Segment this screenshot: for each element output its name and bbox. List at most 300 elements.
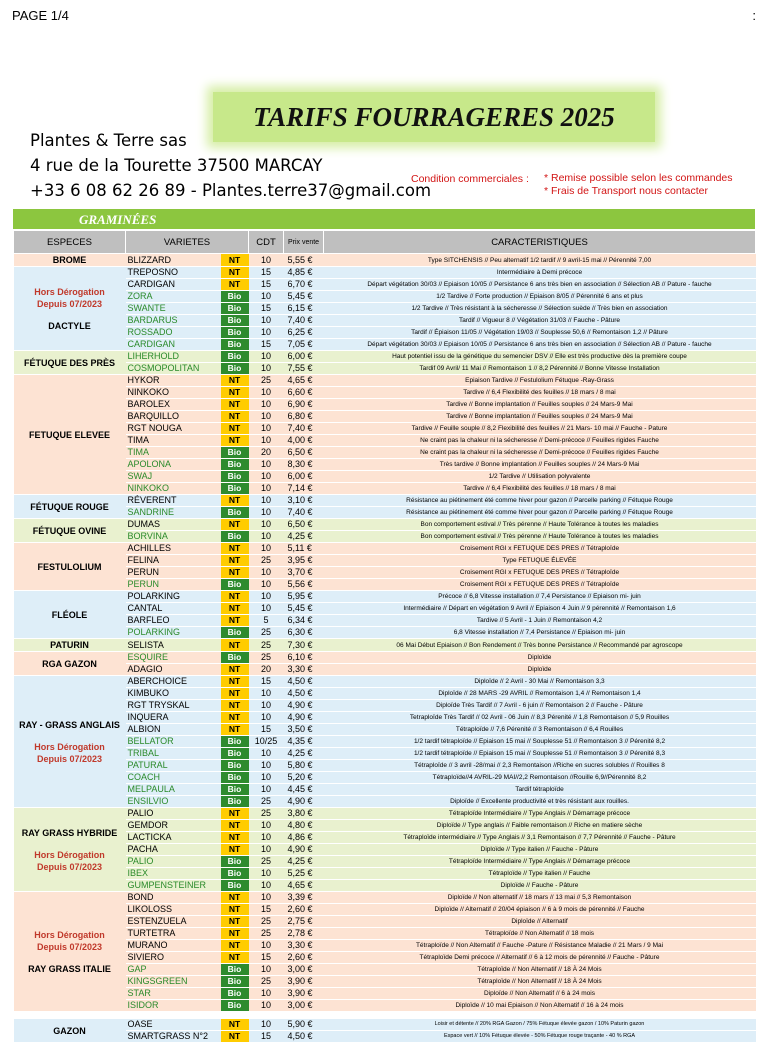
variety-name: IBEX bbox=[126, 868, 221, 880]
nt-badge: NT bbox=[221, 676, 249, 688]
characteristics-cell: Haut potentiel issu de la génétique du semencier DSV // Elle est très productive dès la première coupe bbox=[324, 351, 756, 363]
table-row bbox=[14, 363, 756, 375]
nt-badge: NT bbox=[221, 664, 249, 676]
characteristics-cell: Ne craint pas la chaleur ni la sécheresse // Demi-précoce // Feuilles rigides Fauche bbox=[324, 447, 756, 459]
price-cell: 3,95 € bbox=[284, 555, 324, 567]
characteristics-cell: Départ végétation 30/03 // Epiaison 10/05 // Persistance 6 ans très bien en association // Sélection AB // Pature - fauche bbox=[324, 339, 756, 351]
price-cell: 4,85 € bbox=[284, 267, 324, 279]
conditioning-cell: 10 bbox=[249, 591, 284, 603]
conditioning-cell: 10 bbox=[249, 567, 284, 579]
species-cell bbox=[14, 676, 126, 808]
table-row bbox=[14, 940, 756, 952]
variety-name: BARFLEO bbox=[126, 615, 221, 627]
price-cell: 4,25 € bbox=[284, 748, 324, 760]
conditioning-cell: 25 bbox=[249, 652, 284, 664]
price-cell: 4,35 € bbox=[284, 736, 324, 748]
species-name: DACTYLE bbox=[48, 320, 91, 331]
table-row bbox=[14, 724, 756, 736]
table-row bbox=[14, 519, 756, 531]
price-cell: 3,70 € bbox=[284, 567, 324, 579]
conditioning-cell: 10 bbox=[249, 435, 284, 447]
conditioning-cell: 10 bbox=[249, 844, 284, 856]
table-row bbox=[14, 688, 756, 700]
table-row bbox=[14, 892, 756, 904]
table-row bbox=[14, 567, 756, 579]
price-cell: 7,55 € bbox=[284, 363, 324, 375]
conditioning-cell: 25 bbox=[249, 976, 284, 988]
conditioning-cell: 10 bbox=[249, 363, 284, 375]
variety-name: BOND bbox=[126, 892, 221, 904]
characteristics-cell: Bon comportement estival // Très pérenne // Haute Tolérance à toutes les maladies bbox=[324, 531, 756, 543]
bio-badge: Bio bbox=[221, 748, 249, 760]
bio-badge: Bio bbox=[221, 291, 249, 303]
variety-name: NINKOKO bbox=[126, 387, 221, 399]
price-cell: 2,75 € bbox=[284, 916, 324, 928]
price-cell: 4,90 € bbox=[284, 712, 324, 724]
conditioning-cell: 10 bbox=[249, 603, 284, 615]
variety-name: OASE bbox=[126, 1019, 221, 1031]
conditioning-cell: 10/25 bbox=[249, 736, 284, 748]
conditioning-cell: 10 bbox=[249, 495, 284, 507]
table-row bbox=[14, 555, 756, 567]
nt-badge: NT bbox=[221, 495, 249, 507]
nt-badge: NT bbox=[221, 543, 249, 555]
variety-name: COSMOPOLITAN bbox=[126, 363, 221, 375]
conditioning-cell: 10 bbox=[249, 483, 284, 495]
derogation-note: Hors Dérogation bbox=[34, 741, 105, 752]
table-row bbox=[14, 483, 756, 495]
characteristics-cell: Tétraploïde // Non Alternatif // 18 À 24 Mois bbox=[324, 964, 756, 976]
conditioning-cell: 10 bbox=[249, 964, 284, 976]
bio-badge: Bio bbox=[221, 447, 249, 459]
derogation-note: Hors Dérogation bbox=[34, 849, 105, 860]
species-name bbox=[16, 731, 124, 741]
table-row bbox=[14, 856, 756, 868]
table-row bbox=[14, 351, 756, 363]
characteristics-cell: Croisement RGI x FETUQUE DES PRES // Tétraploïde bbox=[324, 567, 756, 579]
table-row bbox=[14, 471, 756, 483]
nt-badge: NT bbox=[221, 591, 249, 603]
bio-badge: Bio bbox=[221, 531, 249, 543]
conditioning-cell: 10 bbox=[249, 315, 284, 327]
table-row bbox=[14, 736, 756, 748]
conditioning-cell: 10 bbox=[249, 423, 284, 435]
variety-name: STAR bbox=[126, 988, 221, 1000]
table-row bbox=[14, 339, 756, 351]
variety-name: POLARKING bbox=[126, 627, 221, 639]
species-cell bbox=[14, 591, 126, 639]
nt-badge: NT bbox=[221, 555, 249, 567]
table-row bbox=[14, 303, 756, 315]
variety-name: CARDIGAN bbox=[126, 339, 221, 351]
conditioning-cell: 20 bbox=[249, 664, 284, 676]
characteristics-cell: Diploïde // 28 MARS -29 AVRIL // Remontaison 1,4 // Remontaison 1,4 bbox=[324, 688, 756, 700]
nt-badge: NT bbox=[221, 519, 249, 531]
price-cell: 3,30 € bbox=[284, 664, 324, 676]
variety-name: TREPOSNO bbox=[126, 267, 221, 279]
species-name: GAZON bbox=[53, 1025, 86, 1036]
table-row bbox=[14, 700, 756, 712]
price-cell: 8,30 € bbox=[284, 459, 324, 471]
table-row bbox=[14, 880, 756, 892]
table-row bbox=[14, 495, 756, 507]
nt-badge: NT bbox=[221, 952, 249, 964]
table-row bbox=[14, 760, 756, 772]
page-number: PAGE 1/4 bbox=[12, 8, 69, 23]
characteristics-cell: Diploïde Très Tardif // 7 Avril - 6 juin // Remontaison 2 // Fauche - Pâture bbox=[324, 700, 756, 712]
conditioning-cell: 25 bbox=[249, 375, 284, 387]
characteristics-cell: Tétraploïde // 7,6 Pérenité // 3 Remontaison // 6,4 Rouilles bbox=[324, 724, 756, 736]
price-cell: 3,00 € bbox=[284, 1000, 324, 1012]
species-name bbox=[16, 839, 124, 849]
table-row bbox=[14, 627, 756, 639]
price-cell: 2,60 € bbox=[284, 952, 324, 964]
table-row bbox=[14, 844, 756, 856]
species-cell bbox=[14, 375, 126, 495]
conditioning-cell: 5 bbox=[249, 615, 284, 627]
price-cell: 4,25 € bbox=[284, 856, 324, 868]
bio-badge: Bio bbox=[221, 736, 249, 748]
price-cell: 2,60 € bbox=[284, 904, 324, 916]
page-menu-dots[interactable]: : bbox=[752, 8, 756, 23]
characteristics-cell: Tétraploïde Demi précoce // Alternatif // 6 à 12 mois de pérennité // Fauche - Pâture bbox=[324, 952, 756, 964]
species-name: RGA GAZON bbox=[42, 658, 97, 669]
variety-name: RGT NOUGA bbox=[126, 423, 221, 435]
conditioning-cell: 25 bbox=[249, 856, 284, 868]
characteristics-cell: Tardif // Épiaison 11/05 // Végétation 19/03 // Souplesse 50,6 // Remontaison 1,2 // Pâture bbox=[324, 327, 756, 339]
price-cell: 5,45 € bbox=[284, 291, 324, 303]
species-cell bbox=[14, 351, 126, 375]
variety-name: ESQUIRE bbox=[126, 652, 221, 664]
nt-badge: NT bbox=[221, 423, 249, 435]
characteristics-cell: Intermédiaire // Départ en végétation 9 Avril // Epiaison 4 Juin // 9 pérennité // Remontaison 1,6 bbox=[324, 603, 756, 615]
species-name: FÉTUQUE OVINE bbox=[32, 525, 107, 536]
nt-badge: NT bbox=[221, 435, 249, 447]
nt-badge: NT bbox=[221, 808, 249, 820]
conditioning-cell: 15 bbox=[249, 279, 284, 291]
section-header bbox=[13, 209, 755, 229]
characteristics-cell: Très tardive // Bonne implantation // Feuilles souples // 24 Mars-9 Mai bbox=[324, 459, 756, 471]
species-name: BROME bbox=[52, 255, 87, 265]
table-row bbox=[14, 1019, 756, 1031]
price-cell: 6,30 € bbox=[284, 627, 324, 639]
price-cell: 3,30 € bbox=[284, 940, 324, 952]
bio-badge: Bio bbox=[221, 471, 249, 483]
conditioning-cell: 15 bbox=[249, 676, 284, 688]
bio-badge: Bio bbox=[221, 579, 249, 591]
nt-badge: NT bbox=[221, 688, 249, 700]
derogation-note: Depuis 07/2023 bbox=[36, 753, 103, 764]
species-cell bbox=[14, 652, 126, 676]
characteristics-cell: Résistance au piétinement été comme hiver pour gazon // Parcelle parking // Fétuque Rouge bbox=[324, 495, 756, 507]
col-varietes: VARIETES bbox=[126, 231, 249, 254]
price-cell: 5,80 € bbox=[284, 760, 324, 772]
price-cell: 4,45 € bbox=[284, 784, 324, 796]
variety-name: SELISTA bbox=[126, 639, 221, 652]
table-row bbox=[14, 664, 756, 676]
variety-name: LIHERHOLD bbox=[126, 351, 221, 363]
bio-badge: Bio bbox=[221, 988, 249, 1000]
variety-name: LACTICKA bbox=[126, 832, 221, 844]
variety-name: MELPAULA bbox=[126, 784, 221, 796]
characteristics-cell: Tétraploïde Intermédiaire // Type Anglais // Démarrage précoce bbox=[324, 808, 756, 820]
company-name: Plantes & Terre sas bbox=[30, 131, 187, 150]
variety-name: RÉVERENT bbox=[126, 495, 221, 507]
price-cell: 6,60 € bbox=[284, 387, 324, 399]
price-cell: 6,50 € bbox=[284, 519, 324, 531]
variety-name: BLIZZARD bbox=[126, 254, 221, 267]
conditioning-cell: 10 bbox=[249, 254, 284, 267]
bio-badge: Bio bbox=[221, 339, 249, 351]
variety-name: FELINA bbox=[126, 555, 221, 567]
conditioning-cell: 10 bbox=[249, 760, 284, 772]
variety-name: ABERCHOICE bbox=[126, 676, 221, 688]
price-cell: 3,10 € bbox=[284, 495, 324, 507]
characteristics-cell: Diploïde // Fauche - Pâture bbox=[324, 880, 756, 892]
characteristics-cell: Tardif // Vigueur 8 // Végétation 31/03 // Fauche - Pâture bbox=[324, 315, 756, 327]
price-cell: 3,39 € bbox=[284, 892, 324, 904]
variety-name: TRIBAL bbox=[126, 748, 221, 760]
variety-name: ESTENZUELA bbox=[126, 916, 221, 928]
table-row bbox=[14, 423, 756, 435]
variety-name: COACH bbox=[126, 772, 221, 784]
characteristics-cell: 1/2 tardif tétraploïde // Epiaison 15 mai // Souplesse 51 // Remontaison 3 // Pérenité 8,2 bbox=[324, 736, 756, 748]
bio-badge: Bio bbox=[221, 1000, 249, 1012]
nt-badge: NT bbox=[221, 844, 249, 856]
nt-badge: NT bbox=[221, 387, 249, 399]
price-cell: 5,90 € bbox=[284, 1019, 324, 1031]
price-cell: 3,00 € bbox=[284, 964, 324, 976]
characteristics-cell: Type SITCHENSIS // Peu alternatif 1/2 tardif // 9 avril-15 mai // Pérennité 7,00 bbox=[324, 254, 756, 267]
variety-name: PALIO bbox=[126, 808, 221, 820]
table-body bbox=[14, 254, 756, 1043]
table-row bbox=[14, 964, 756, 976]
col-prix: Prix vente bbox=[284, 231, 324, 254]
variety-name: TURTETRA bbox=[126, 928, 221, 940]
page-title: TARIFS FOURRAGERES 2025 bbox=[253, 101, 615, 132]
price-cell: 3,80 € bbox=[284, 808, 324, 820]
conditioning-cell: 25 bbox=[249, 639, 284, 652]
variety-name: SIVIERO bbox=[126, 952, 221, 964]
derogation-note: Hors Dérogation bbox=[34, 929, 105, 940]
table-row bbox=[14, 904, 756, 916]
col-caracteristiques: CARACTERISTIQUES bbox=[324, 231, 756, 254]
col-cdt: CDT bbox=[249, 231, 284, 254]
conditioning-cell: 25 bbox=[249, 796, 284, 808]
characteristics-cell: Tétraploïde // 3 avril -28/mai // 2,3 Remontaison //Riche en sucres solubles // Rouilles 8 bbox=[324, 760, 756, 772]
bio-badge: Bio bbox=[221, 856, 249, 868]
conditions-remarks bbox=[544, 172, 733, 197]
price-cell: 4,65 € bbox=[284, 880, 324, 892]
variety-name: RGT TRYSKAL bbox=[126, 700, 221, 712]
characteristics-cell: Tétraploïde intermédiaire // Type Anglais // 3,1 Remontaison // 7,7 Pérennité // Fauche - Pâture bbox=[324, 832, 756, 844]
species-name: PATURIN bbox=[50, 640, 89, 650]
nt-badge: NT bbox=[221, 279, 249, 291]
company-contact: +33 6 08 62 26 89 - Plantes.terre37@gmail.com bbox=[30, 181, 432, 200]
table-row bbox=[14, 543, 756, 555]
species-cell bbox=[14, 267, 126, 351]
nt-badge: NT bbox=[221, 904, 249, 916]
variety-name: BORVINA bbox=[126, 531, 221, 543]
table-row bbox=[14, 591, 756, 603]
price-cell: 4,25 € bbox=[284, 531, 324, 543]
nt-badge: NT bbox=[221, 411, 249, 423]
table-row bbox=[14, 772, 756, 784]
characteristics-cell: Diploïde // Alternatif // 20/04 épiaison // 6 à 9 mois de pérennité // Fauche bbox=[324, 904, 756, 916]
characteristics-cell: Tétraploïde // Non Alternatif // 18 À 24 Mois bbox=[324, 976, 756, 988]
conditioning-cell: 10 bbox=[249, 940, 284, 952]
bio-badge: Bio bbox=[221, 964, 249, 976]
conditioning-cell: 10 bbox=[249, 543, 284, 555]
characteristics-cell: 6,8 Vitesse installation // 7,4 Persistance // Epiaison mi- juin bbox=[324, 627, 756, 639]
nt-badge: NT bbox=[221, 700, 249, 712]
conditioning-cell: 25 bbox=[249, 808, 284, 820]
price-cell: 7,14 € bbox=[284, 483, 324, 495]
characteristics-cell: Diploïde // 2 Avril - 30 Mai // Remontaison 3,3 bbox=[324, 676, 756, 688]
price-cell: 6,70 € bbox=[284, 279, 324, 291]
table-row bbox=[14, 832, 756, 844]
variety-name: TIMA bbox=[126, 447, 221, 459]
nt-badge: NT bbox=[221, 712, 249, 724]
bio-badge: Bio bbox=[221, 327, 249, 339]
variety-name: ROSSADO bbox=[126, 327, 221, 339]
section-title: GRAMINÉES bbox=[79, 212, 157, 227]
derogation-note: Depuis 07/2023 bbox=[36, 298, 103, 309]
table-row bbox=[14, 676, 756, 688]
characteristics-cell: Diploïde // Alternatif bbox=[324, 916, 756, 928]
bio-badge: Bio bbox=[221, 303, 249, 315]
conditioning-cell: 10 bbox=[249, 688, 284, 700]
conditioning-cell: 10 bbox=[249, 399, 284, 411]
species-cell bbox=[14, 495, 126, 519]
conditioning-cell: 15 bbox=[249, 267, 284, 279]
variety-name: BARQUILLO bbox=[126, 411, 221, 423]
price-cell: 4,90 € bbox=[284, 700, 324, 712]
conditioning-cell: 20 bbox=[249, 447, 284, 459]
price-cell: 7,05 € bbox=[284, 339, 324, 351]
species-name: FÉTUQUE ROUGE bbox=[30, 501, 109, 512]
characteristics-cell: Résistance au piétinement été comme hiver pour gazon // Parcelle parking // Fétuque Rouge bbox=[324, 507, 756, 519]
characteristics-cell: Tétraploïde // Non Alternatif // Fauche -Pature // Résistance Maladie // 21 Mars / 9 Mai bbox=[324, 940, 756, 952]
characteristics-cell: Type FETUQUE ÉLEVÉE bbox=[324, 555, 756, 567]
conditioning-cell: 10 bbox=[249, 880, 284, 892]
variety-name: APOLONA bbox=[126, 459, 221, 471]
conditioning-cell: 10 bbox=[249, 351, 284, 363]
price-cell: 6,25 € bbox=[284, 327, 324, 339]
characteristics-cell: Tardive // 6,4 Flexibilité des feuilles // 18 mars / 8 mai bbox=[324, 483, 756, 495]
price-cell: 5,11 € bbox=[284, 543, 324, 555]
table-row bbox=[14, 916, 756, 928]
variety-name: MURANO bbox=[126, 940, 221, 952]
characteristics-cell: 1/2 Tardive // Utilisation polyvalente bbox=[324, 471, 756, 483]
species-name: FLÉOLE bbox=[51, 609, 88, 620]
nt-badge: NT bbox=[221, 615, 249, 627]
table-header-row bbox=[14, 231, 756, 254]
conditioning-cell: 15 bbox=[249, 1031, 284, 1043]
conditioning-cell: 10 bbox=[249, 700, 284, 712]
characteristics-cell: Diploïde // Non alternatif // 18 mars // 13 mai // 5,3 Remontaison bbox=[324, 892, 756, 904]
table-row bbox=[14, 639, 756, 652]
characteristics-cell: Loisir et détente // 20% RGA Gazon / 75% Fétuque élevée gazon / 10% Paturin gazon bbox=[324, 1019, 756, 1031]
price-cell: 5,25 € bbox=[284, 868, 324, 880]
nt-badge: NT bbox=[221, 375, 249, 387]
table-row bbox=[14, 952, 756, 964]
characteristics-cell: 06 Mai Début Epiaison // Bon Rendement // Très bonne Persistance // Recommandé par agroscope bbox=[324, 639, 756, 652]
table-row bbox=[14, 928, 756, 940]
price-cell: 4,90 € bbox=[284, 796, 324, 808]
variety-name: GEMDOR bbox=[126, 820, 221, 832]
price-cell: 4,50 € bbox=[284, 688, 324, 700]
species-name: FÉTUQUE DES PRÈS bbox=[23, 357, 115, 368]
variety-name: ACHILLES bbox=[126, 543, 221, 555]
conditioning-cell: 10 bbox=[249, 579, 284, 591]
price-cell: 3,50 € bbox=[284, 724, 324, 736]
remark-transport: * Frais de Transport nous contacter bbox=[544, 184, 708, 197]
conditioning-cell: 10 bbox=[249, 519, 284, 531]
table-row bbox=[14, 531, 756, 543]
characteristics-cell: Tardif 09 Avril/ 11 Mai // Remontaison 1 // 8,2 Pérennité // Bonne Vitesse Installation bbox=[324, 363, 756, 375]
table-row bbox=[14, 868, 756, 880]
conditioning-cell: 25 bbox=[249, 916, 284, 928]
conditioning-cell: 10 bbox=[249, 988, 284, 1000]
characteristics-cell: Ne craint pas la chaleur ni la sécheresse // Demi-précoce // Feuilles rigides Fauche bbox=[324, 435, 756, 447]
variety-name: ISIDOR bbox=[126, 1000, 221, 1012]
bio-badge: Bio bbox=[221, 627, 249, 639]
characteristics-cell: Croisement RGI x FETUQUE DES PRES // Tétraploïde bbox=[324, 543, 756, 555]
conditioning-cell: 25 bbox=[249, 555, 284, 567]
variety-name: ALBION bbox=[126, 724, 221, 736]
nt-badge: NT bbox=[221, 916, 249, 928]
variety-name: GAP bbox=[126, 964, 221, 976]
characteristics-cell: Epiaison Tardive // Festulolium Fétuque -Ray-Grass bbox=[324, 375, 756, 387]
nt-badge: NT bbox=[221, 1031, 249, 1043]
characteristics-cell: 1/2 Tardive // Forte production // Epiaison 8/05 // Pérennité 6 ans et plus bbox=[324, 291, 756, 303]
characteristics-cell: Diploïde // Type italien // Fauche - Pâture bbox=[324, 844, 756, 856]
derogation-note: Hors Dérogation bbox=[34, 286, 105, 297]
price-cell: 4,50 € bbox=[284, 676, 324, 688]
characteristics-cell: Diploïde bbox=[324, 664, 756, 676]
conditioning-cell: 10 bbox=[249, 868, 284, 880]
nt-badge: NT bbox=[221, 267, 249, 279]
species-cell bbox=[14, 543, 126, 591]
table-row bbox=[14, 748, 756, 760]
price-cell: 6,90 € bbox=[284, 399, 324, 411]
price-cell: 7,40 € bbox=[284, 507, 324, 519]
table-row bbox=[14, 1000, 756, 1012]
variety-name: ADAGIO bbox=[126, 664, 221, 676]
characteristics-cell: Tardive // Feuille souple // 8,2 Flexibilité des feuilles // 21 Mars- 10 mai // Fauche - Pature bbox=[324, 423, 756, 435]
variety-name: TIMA bbox=[126, 435, 221, 447]
price-cell: 6,15 € bbox=[284, 303, 324, 315]
price-cell: 3,90 € bbox=[284, 988, 324, 1000]
conditioning-cell: 10 bbox=[249, 531, 284, 543]
price-cell: 4,90 € bbox=[284, 844, 324, 856]
price-cell: 6,34 € bbox=[284, 615, 324, 627]
variety-name: PALIO bbox=[126, 856, 221, 868]
variety-name: SMARTGRASS N°2 bbox=[126, 1031, 221, 1043]
conditioning-cell: 10 bbox=[249, 327, 284, 339]
variety-name: NINKOKO bbox=[126, 483, 221, 495]
variety-name: PATURAL bbox=[126, 760, 221, 772]
characteristics-cell: Tardive // 6,4 Flexibilité des feuilles // 18 mars / 8 mai bbox=[324, 387, 756, 399]
characteristics-cell: Tardif tétraploïde bbox=[324, 784, 756, 796]
conditioning-cell: 10 bbox=[249, 291, 284, 303]
bio-badge: Bio bbox=[221, 459, 249, 471]
price-cell: 6,00 € bbox=[284, 351, 324, 363]
variety-name: SWANTE bbox=[126, 303, 221, 315]
price-cell: 4,86 € bbox=[284, 832, 324, 844]
species-name bbox=[16, 953, 124, 963]
